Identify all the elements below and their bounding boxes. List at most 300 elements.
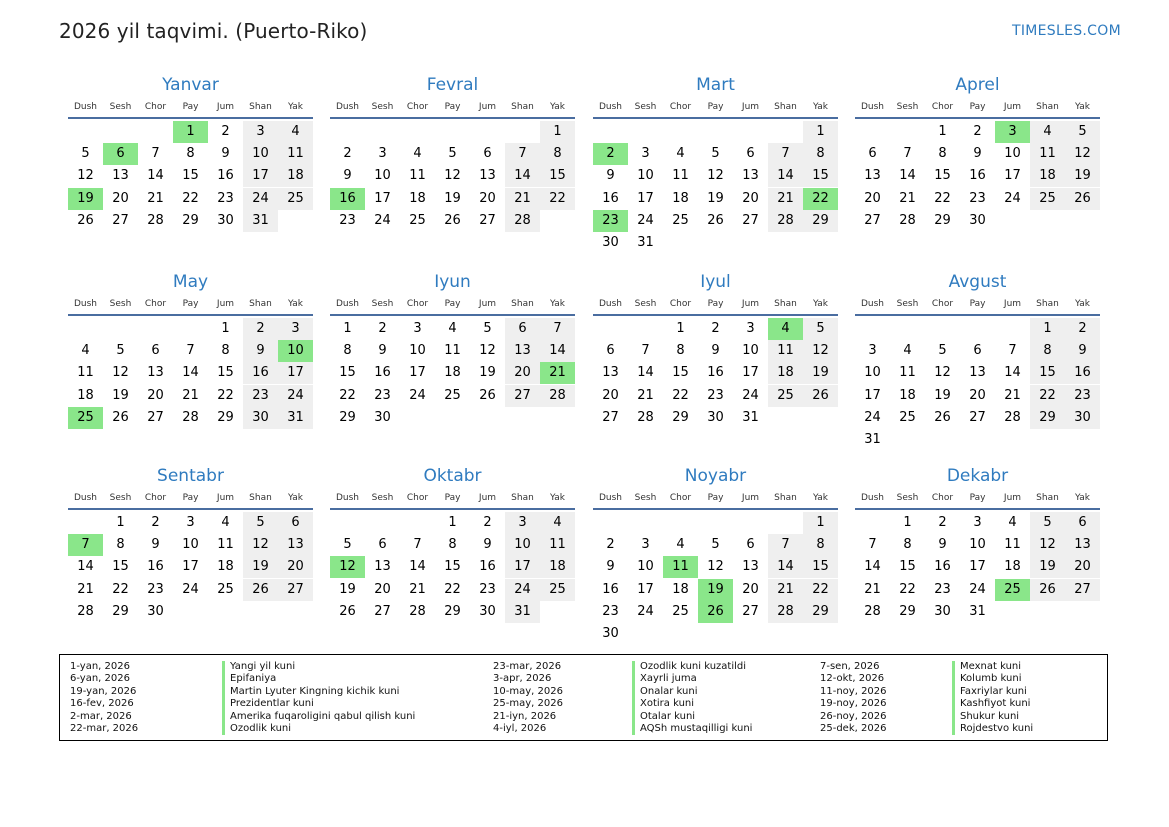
legend-holiday-name: Xotira kuni	[632, 698, 752, 710]
weekday-header: Shan	[774, 299, 797, 309]
day-cell: 28	[637, 409, 654, 425]
day-cell: 15	[803, 165, 838, 187]
day-cell: 11	[409, 168, 426, 184]
day-cell: 15	[182, 168, 199, 184]
day-cell: 12	[112, 365, 129, 381]
day-cell: 26	[243, 579, 278, 601]
day-cell: 25	[278, 188, 313, 210]
weekday-header: Pay	[182, 493, 199, 503]
day-cell: 21	[505, 188, 540, 210]
day-cell: 12	[934, 365, 951, 381]
day-cell: 15	[112, 559, 129, 575]
weekday-header: Shan	[774, 493, 797, 503]
day-cell: 23	[243, 385, 278, 407]
month-name: Yanvar	[162, 75, 219, 95]
day-cell: 14	[505, 165, 540, 187]
weekday-header: Dush	[598, 493, 623, 503]
weekday-header: Chor	[931, 299, 954, 309]
day-cell: 18	[217, 559, 234, 575]
legend-date-column	[820, 661, 887, 735]
day-cell: 14	[637, 365, 654, 381]
weekday-header: Chor	[669, 493, 692, 503]
month-header-rule	[68, 314, 313, 316]
day-cell: 21	[1004, 387, 1021, 403]
weekday-header: Yak	[1075, 493, 1090, 503]
legend-date: 11-noy, 2026	[820, 685, 887, 697]
day-cell: 26	[803, 385, 838, 407]
legend-holiday-name: Amerika fuqaroligini qabul qilish kuni	[222, 711, 415, 723]
day-cell: 8	[803, 534, 838, 556]
day-cell: 16	[934, 559, 951, 575]
weekday-header: Jum	[741, 102, 760, 112]
legend-date: 3-apr, 2026	[493, 673, 552, 685]
weekday-header: Jum	[216, 493, 235, 503]
day-cell: 9	[221, 146, 230, 162]
day-cell: 7	[868, 537, 877, 553]
day-cell: 22	[1030, 385, 1065, 407]
day-cell: 6	[746, 537, 755, 553]
day-cell: 13	[742, 559, 759, 575]
month-yanvar	[68, 75, 313, 265]
month-name: Fevral	[426, 75, 479, 95]
day-cell: 6	[378, 537, 387, 553]
day-cell: 14	[768, 556, 803, 578]
day-cell: 11	[278, 143, 313, 165]
day-cell: 21	[182, 387, 199, 403]
day-cell: 30	[969, 212, 986, 228]
legend-date: 25-dek, 2026	[820, 723, 887, 735]
day-cell: 1	[803, 512, 838, 534]
day-cell: 10	[505, 534, 540, 556]
day-cell: 7	[903, 146, 912, 162]
day-cell: 17	[505, 556, 540, 578]
day-cell: 16	[602, 190, 619, 206]
day-cell: 29	[217, 409, 234, 425]
legend-date: 12-okt, 2026	[820, 673, 885, 685]
day-cell: 15	[217, 365, 234, 381]
day-cell: 9	[243, 340, 278, 362]
day-cell: 17	[637, 581, 654, 597]
month-header-rule	[68, 508, 313, 510]
day-cell: 10	[243, 143, 278, 165]
day-cell: 7	[505, 143, 540, 165]
day-cell: 6	[151, 343, 160, 359]
day-cell: 30	[707, 409, 724, 425]
day-cell: 17	[409, 365, 426, 381]
day-cell: 7	[151, 146, 160, 162]
day-cell: 14	[540, 340, 575, 362]
day-cell: 5	[711, 146, 720, 162]
legend-holiday-name: Faxriylar kuni	[952, 686, 1033, 698]
day-cell: 9	[973, 146, 982, 162]
day-cell: 1	[938, 124, 947, 139]
weekday-header: Shan	[511, 102, 534, 112]
day-cell: 17	[278, 362, 313, 384]
day-cell: 25	[768, 385, 803, 407]
holiday-day-cell: 22	[803, 188, 838, 210]
day-cell: 9	[343, 168, 352, 184]
day-cell: 17	[742, 365, 759, 381]
day-cell: 25	[1030, 188, 1065, 210]
day-cell: 16	[217, 168, 234, 184]
legend-holiday-name: Mexnat kuni	[952, 661, 1033, 673]
day-cell: 22	[444, 581, 461, 597]
day-cell: 8	[448, 537, 457, 553]
day-cell: 24	[637, 603, 654, 619]
day-cell: 26	[479, 387, 496, 403]
weekday-header: Sesh	[109, 299, 132, 309]
day-cell: 5	[116, 343, 125, 359]
day-cell: 2	[938, 515, 947, 530]
day-cell: 20	[742, 190, 759, 206]
weekday-header: Yak	[288, 102, 303, 112]
day-cell: 20	[505, 362, 540, 384]
day-cell: 31	[864, 432, 881, 447]
weekday-header: Pay	[969, 493, 986, 503]
day-cell: 3	[641, 146, 650, 162]
day-cell: 8	[676, 343, 685, 359]
day-cell: 2	[483, 515, 492, 530]
day-cell: 16	[969, 168, 986, 184]
day-cell: 18	[899, 387, 916, 403]
day-cell: 2	[1065, 318, 1100, 340]
day-cell: 11	[899, 365, 916, 381]
weekday-header: Shan	[249, 102, 272, 112]
day-cell: 20	[1065, 556, 1100, 578]
weekday-header: Chor	[931, 102, 954, 112]
weekday-header: Dush	[73, 299, 98, 309]
day-cell: 29	[1030, 407, 1065, 429]
day-cell: 20	[742, 581, 759, 597]
legend-date: 26-noy, 2026	[820, 710, 887, 722]
day-cell: 25	[672, 603, 689, 619]
day-cell: 12	[1030, 534, 1065, 556]
day-cell: 5	[711, 537, 720, 553]
weekday-header: Shan	[511, 299, 534, 309]
weekday-header: Shan	[249, 299, 272, 309]
weekday-header: Dush	[335, 102, 360, 112]
day-cell: 22	[899, 581, 916, 597]
day-cell: 20	[112, 190, 129, 206]
holiday-day-cell: 21	[540, 362, 575, 384]
day-cell: 18	[409, 190, 426, 206]
day-cell: 10	[637, 559, 654, 575]
day-cell: 17	[243, 165, 278, 187]
month-iyun	[330, 272, 575, 462]
day-cell: 4	[81, 343, 90, 359]
legend-date: 19-noy, 2026	[820, 698, 887, 710]
day-cell: 28	[768, 601, 803, 623]
day-cell: 20	[147, 387, 164, 403]
legend-date-column	[493, 661, 563, 735]
day-cell: 24	[409, 387, 426, 403]
weekday-header: Chor	[669, 102, 692, 112]
weekday-header: Dush	[860, 102, 885, 112]
site-link[interactable]: TIMESLES.COM	[1012, 23, 1121, 39]
day-cell: 22	[182, 190, 199, 206]
day-cell: 21	[768, 188, 803, 210]
weekday-header: Yak	[813, 493, 828, 503]
month-sentabr	[68, 466, 313, 656]
day-cell: 19	[934, 387, 951, 403]
day-cell: 15	[672, 365, 689, 381]
month-name: May	[172, 272, 209, 292]
legend-name-column	[952, 661, 1033, 735]
day-cell: 13	[479, 168, 496, 184]
day-cell: 23	[339, 212, 356, 228]
day-cell: 19	[444, 190, 461, 206]
day-cell: 16	[479, 559, 496, 575]
weekday-header: Chor	[406, 493, 429, 503]
weekday-header: Sesh	[896, 102, 919, 112]
day-cell: 13	[278, 534, 313, 556]
legend-holiday-name: AQSh mustaqilligi kuni	[632, 723, 752, 735]
day-cell: 14	[899, 168, 916, 184]
day-cell: 11	[1030, 143, 1065, 165]
month-header-rule	[593, 117, 838, 119]
day-cell: 3	[641, 537, 650, 553]
month-aprel	[855, 75, 1100, 265]
legend-name-column	[222, 661, 415, 735]
day-cell: 28	[505, 210, 540, 232]
day-cell: 16	[707, 365, 724, 381]
day-cell: 1	[1030, 318, 1065, 340]
day-cell: 16	[602, 581, 619, 597]
day-cell: 7	[1008, 343, 1017, 359]
day-cell: 27	[374, 603, 391, 619]
day-cell: 1	[116, 515, 125, 530]
day-cell: 12	[243, 534, 278, 556]
day-cell: 4	[903, 343, 912, 359]
day-cell: 19	[707, 190, 724, 206]
day-cell: 21	[409, 581, 426, 597]
legend-holiday-name: Onalar kuni	[632, 686, 752, 698]
holiday-day-cell: 3	[995, 121, 1030, 143]
day-cell: 15	[1030, 362, 1065, 384]
day-cell: 6	[606, 343, 615, 359]
day-cell: 2	[243, 318, 278, 340]
day-cell: 26	[77, 212, 94, 228]
holiday-day-cell: 23	[593, 210, 628, 232]
day-cell: 14	[409, 559, 426, 575]
day-cell: 30	[602, 235, 619, 250]
weekday-header: Chor	[406, 299, 429, 309]
day-cell: 10	[374, 168, 391, 184]
day-cell: 30	[602, 626, 619, 641]
day-cell: 17	[182, 559, 199, 575]
day-cell: 30	[147, 603, 164, 619]
day-cell: 23	[934, 581, 951, 597]
day-cell: 28	[899, 212, 916, 228]
month-fevral	[330, 75, 575, 265]
day-cell: 25	[899, 409, 916, 425]
day-cell: 9	[711, 343, 720, 359]
day-cell: 19	[1030, 556, 1065, 578]
day-cell: 24	[1004, 190, 1021, 206]
day-cell: 5	[938, 343, 947, 359]
month-header-rule	[330, 314, 575, 316]
weekday-header: Sesh	[896, 493, 919, 503]
day-cell: 27	[969, 409, 986, 425]
weekday-header: Pay	[707, 493, 724, 503]
day-cell: 4	[676, 537, 685, 553]
day-cell: 31	[243, 210, 278, 232]
day-cell: 6	[868, 146, 877, 162]
day-cell: 31	[505, 601, 540, 623]
day-cell: 22	[934, 190, 951, 206]
day-cell: 23	[602, 603, 619, 619]
day-cell: 17	[637, 190, 654, 206]
day-cell: 18	[1030, 165, 1065, 187]
day-cell: 27	[147, 409, 164, 425]
day-cell: 13	[864, 168, 881, 184]
day-cell: 6	[278, 512, 313, 534]
legend-date: 4-iyl, 2026	[493, 723, 547, 735]
day-cell: 25	[409, 212, 426, 228]
day-cell: 5	[448, 146, 457, 162]
day-cell: 1	[540, 121, 575, 143]
weekday-header: Jum	[216, 299, 235, 309]
day-cell: 26	[444, 212, 461, 228]
month-name: Noyabr	[684, 466, 747, 486]
day-cell: 11	[77, 365, 94, 381]
day-cell: 20	[278, 556, 313, 578]
day-cell: 1	[448, 515, 457, 530]
day-cell: 22	[803, 579, 838, 601]
day-cell: 27	[864, 212, 881, 228]
legend-holiday-name: Rojdestvo kuni	[952, 723, 1033, 735]
day-cell: 3	[868, 343, 877, 359]
day-cell: 23	[374, 387, 391, 403]
weekday-header: Pay	[707, 102, 724, 112]
day-cell: 5	[243, 512, 278, 534]
holiday-day-cell: 7	[68, 534, 103, 556]
day-cell: 22	[540, 188, 575, 210]
day-cell: 14	[864, 559, 881, 575]
day-cell: 8	[186, 146, 195, 162]
weekday-header: Yak	[1075, 102, 1090, 112]
weekday-header: Sesh	[634, 493, 657, 503]
holiday-day-cell: 25	[68, 407, 103, 429]
weekday-header: Jum	[478, 299, 497, 309]
weekday-header: Pay	[707, 299, 724, 309]
holiday-day-cell: 26	[698, 601, 733, 623]
weekday-header: Yak	[550, 493, 565, 503]
weekday-header: Shan	[1036, 493, 1059, 503]
day-cell: 24	[637, 212, 654, 228]
day-cell: 8	[116, 537, 125, 553]
day-cell: 10	[1004, 146, 1021, 162]
day-cell: 10	[637, 168, 654, 184]
holiday-day-cell: 2	[593, 143, 628, 165]
day-cell: 26	[1065, 188, 1100, 210]
month-name: Oktabr	[423, 466, 482, 486]
weekday-header: Pay	[969, 102, 986, 112]
day-cell: 12	[707, 559, 724, 575]
weekday-header: Sesh	[634, 299, 657, 309]
day-cell: 14	[147, 168, 164, 184]
day-cell: 12	[479, 343, 496, 359]
day-cell: 15	[540, 165, 575, 187]
weekday-header: Yak	[813, 102, 828, 112]
legend-date: 2-mar, 2026	[70, 710, 132, 722]
weekday-header: Pay	[444, 299, 461, 309]
weekday-header: Yak	[1075, 299, 1090, 309]
day-cell: 10	[969, 537, 986, 553]
day-cell: 9	[1065, 340, 1100, 362]
day-cell: 21	[768, 579, 803, 601]
month-name: Iyun	[434, 272, 471, 292]
day-cell: 13	[742, 168, 759, 184]
day-cell: 23	[479, 581, 496, 597]
day-cell: 7	[768, 143, 803, 165]
weekday-header: Sesh	[371, 493, 394, 503]
day-cell: 24	[505, 579, 540, 601]
day-cell: 30	[479, 603, 496, 619]
weekday-header: Dush	[73, 102, 98, 112]
day-cell: 3	[378, 146, 387, 162]
day-cell: 12	[707, 168, 724, 184]
day-cell: 3	[505, 512, 540, 534]
weekday-header: Sesh	[371, 299, 394, 309]
day-cell: 17	[374, 190, 391, 206]
month-name: Sentabr	[157, 466, 224, 486]
month-header-rule	[330, 508, 575, 510]
day-cell: 13	[505, 340, 540, 362]
holiday-day-cell: 4	[768, 318, 803, 340]
day-cell: 16	[374, 365, 391, 381]
legend-date: 6-yan, 2026	[70, 673, 130, 685]
day-cell: 24	[374, 212, 391, 228]
day-cell: 29	[182, 212, 199, 228]
day-cell: 16	[147, 559, 164, 575]
weekday-header: Pay	[969, 299, 986, 309]
day-cell: 9	[151, 537, 160, 553]
day-cell: 14	[1004, 365, 1021, 381]
day-cell: 21	[77, 581, 94, 597]
day-cell: 1	[343, 321, 352, 336]
day-cell: 24	[182, 581, 199, 597]
day-cell: 14	[768, 165, 803, 187]
day-cell: 28	[864, 603, 881, 619]
legend-date: 1-yan, 2026	[70, 661, 130, 672]
day-cell: 5	[1065, 121, 1100, 143]
weekday-header: Jum	[741, 299, 760, 309]
day-cell: 28	[147, 212, 164, 228]
weekday-header: Dush	[860, 493, 885, 503]
day-cell: 5	[81, 146, 90, 162]
weekday-header: Yak	[550, 299, 565, 309]
day-cell: 15	[899, 559, 916, 575]
holiday-day-cell: 19	[68, 188, 103, 210]
weekday-header: Shan	[511, 493, 534, 503]
day-cell: 4	[1008, 515, 1017, 530]
day-cell: 19	[339, 581, 356, 597]
month-header-rule	[68, 117, 313, 119]
day-cell: 7	[540, 318, 575, 340]
day-cell: 11	[672, 168, 689, 184]
day-cell: 19	[1065, 165, 1100, 187]
day-cell: 9	[606, 168, 615, 184]
month-header-rule	[330, 117, 575, 119]
day-cell: 17	[864, 387, 881, 403]
day-cell: 23	[147, 581, 164, 597]
day-cell: 28	[182, 409, 199, 425]
day-cell: 21	[864, 581, 881, 597]
weekday-header: Sesh	[109, 102, 132, 112]
day-cell: 26	[339, 603, 356, 619]
legend-holiday-name: Prezidentlar kuni	[222, 698, 415, 710]
